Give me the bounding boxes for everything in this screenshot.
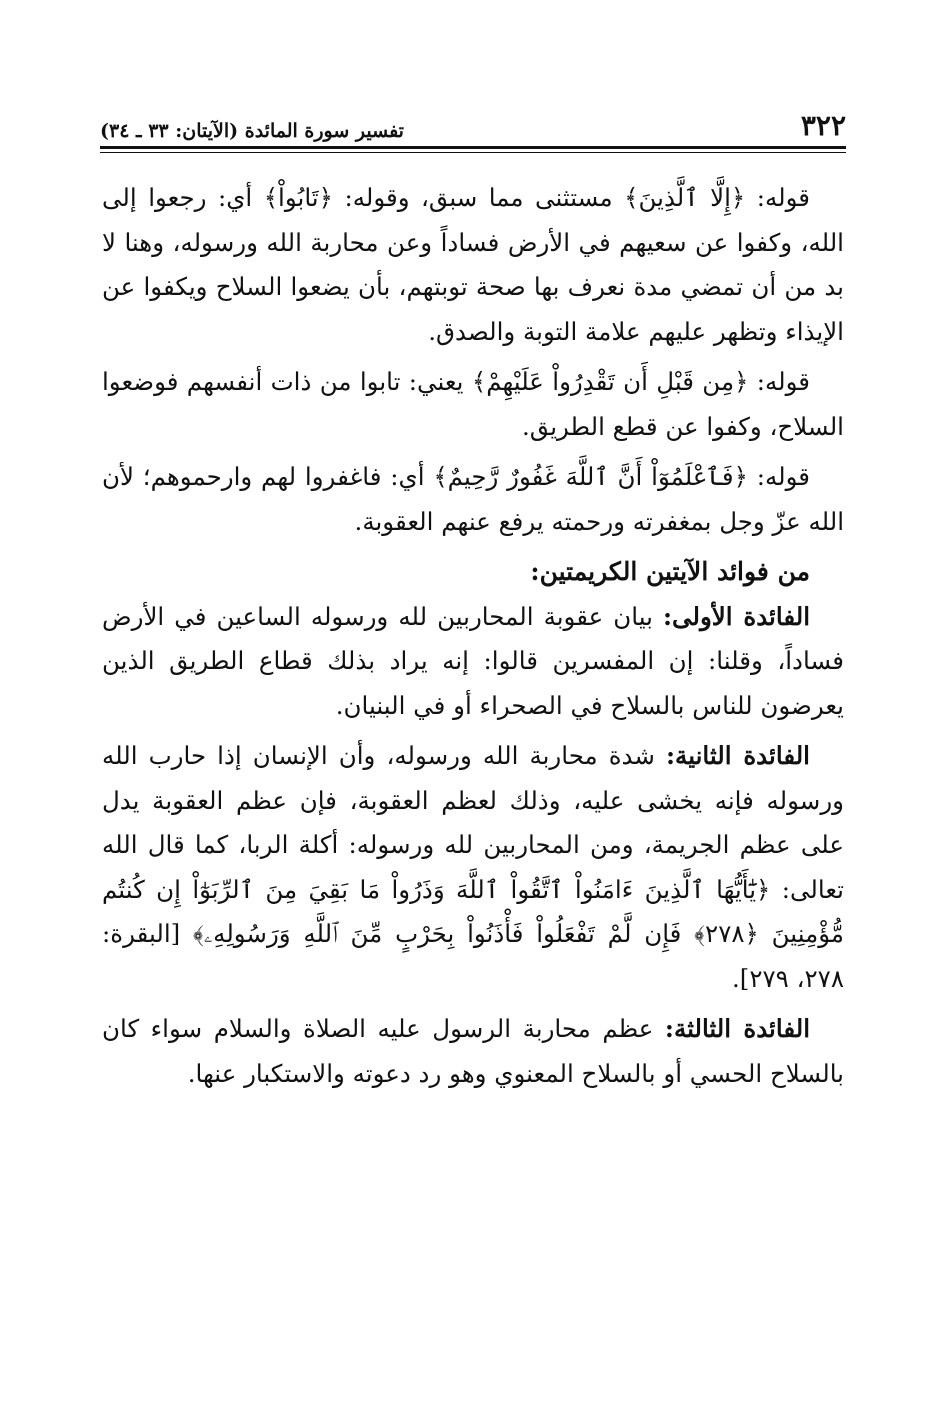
header-rule-thick: [100, 146, 846, 149]
benefit-second: [102, 734, 844, 1001]
quran-quote: ﴿مِن قَبْلِ أَن تَقْدِرُواْ عَلَيْهِمْ﴾: [471, 367, 749, 396]
running-title: تفسير سورة المائدة (الآيتان: ٣٣ ـ ٣٤): [100, 120, 404, 142]
benefit-lead: الفائدة الثانية:: [666, 741, 810, 770]
quran-quote: ﴿يَٰٓأَيُّهَا ٱلَّذِينَ ءَامَنُواْ ٱتَّقُواْ ٱللَّهَ وَذَرُواْ مَا بَقِيَ مِنَ ٱلرِّبَوٰٓاْ إِن كُنتُم مُّؤْمِنِينَ ﴿٢٧٨﴾ فَإِن لَّمْ تَفْعَلُواْ فَأْذَنُواْ بِحَرْبٍ مِّنَ ٱللَّهِ وَرَسُولِهِۦ﴾: [102, 874, 845, 948]
paragraph-faalamu: [102, 455, 844, 544]
page-body: [102, 176, 844, 1096]
benefit-text: بيان عقوبة المحاربين لله ورسوله الساعين في الأرض فساداً، وقلنا: إن المفسرين قالوا: إنه يراد بذلك قطاع الطريق الذين يعرضون للناس بالسلاح في الصحراء أو في البنيان.: [102, 601, 844, 720]
paragraph-text: أي: رجعوا إلى الله، وكفوا عن سعيهم في الأرض فساداً وعن محاربة الله ورسوله، وهنا لا بد من أن تمضي مدة نعرف بها صحة توبتهم، بأن يضعوا السلاح ويكفوا عن الإيذاء وتظهر عليهم علامة التوبة والصدق.: [102, 183, 844, 346]
benefit-text: عظم محاربة الرسول عليه الصلاة والسلام سواء كان بالسلاح الحسي أو بالسلاح المعنوي وهو رد دعوته والاستكبار عنها.: [102, 1014, 844, 1088]
paragraph-text: يعني: تابوا من ذات أنفسهم فوضعوا السلاح، وكفوا عن قطع الطريق.: [102, 367, 844, 441]
paragraph-text: قوله:: [748, 367, 811, 396]
paragraph-tabu: [102, 176, 844, 354]
quran-quote: ﴿تَابُواْ﴾: [263, 183, 333, 212]
quran-quote: ﴿إِلَّا ٱلَّذِينَ﴾: [624, 183, 746, 212]
header-rule-thin: [100, 152, 846, 153]
benefit-lead: الفائدة الأولى:: [663, 601, 811, 631]
section-heading: من فوائد الآيتين الكريمتين:: [530, 557, 810, 586]
paragraph-text: أي: فاغفروا لهم وارحموهم؛ لأن الله عزّ وجل بمغفرته ورحمته يرفع عنهم العقوبة.: [102, 462, 844, 536]
benefit-lead: الفائدة الثالثة:: [664, 1014, 810, 1043]
benefit-text: شدة محاربة الله ورسوله، وأن الإنسان إذا حارب الله ورسوله فإنه يخشى عليه، وذلك لعظم العقوبة، فإن عظم العقوبة يدل على عظم الجريمة، ومن المحاربين لله ورسوله: أكلة الربا، كما قال الله تعالى:: [102, 741, 845, 904]
page-number: ٣٢٢: [800, 109, 846, 142]
paragraph-text: قوله:: [745, 183, 810, 212]
benefit-first: [102, 595, 844, 729]
quran-citation: [البقرة: ٢٧٨، ٢٧٩].: [102, 919, 844, 993]
paragraph-text: قوله:: [747, 462, 810, 491]
page-header: [100, 96, 846, 142]
paragraph-min-qabl: [102, 360, 844, 449]
paragraph-text: مستثنى مما سبق، وقوله:: [332, 183, 625, 212]
quran-quote: ﴿فَٱعْلَمُوٓاْ أَنَّ ٱللَّهَ غَفُورٌ رَّحِيمٌ﴾: [433, 462, 748, 491]
benefit-third: [102, 1007, 844, 1096]
